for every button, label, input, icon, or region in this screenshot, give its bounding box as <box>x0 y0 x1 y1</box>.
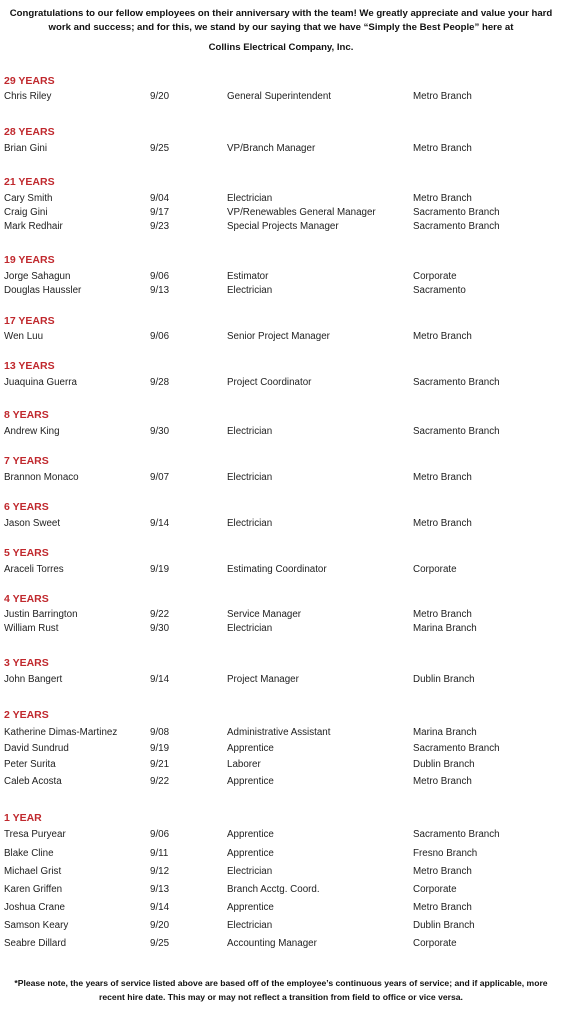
anniversary-date: 9/19 <box>150 564 170 575</box>
anniversary-date: 9/25 <box>150 938 170 949</box>
branch-location: Metro Branch <box>413 902 472 913</box>
branch-location: Metro Branch <box>413 518 472 529</box>
branch-location: Metro Branch <box>413 193 472 204</box>
branch-location: Sacramento Branch <box>413 221 500 232</box>
employee-name: Mark Redhair <box>4 221 63 232</box>
employee-name: Jorge Sahagun <box>4 271 71 282</box>
branch-location: Metro Branch <box>413 91 472 102</box>
employee-row <box>0 743 562 755</box>
job-title: Accounting Manager <box>227 938 317 949</box>
employee-row <box>0 271 562 283</box>
employee-row <box>0 426 562 438</box>
job-title: Project Coordinator <box>227 377 312 388</box>
employee-row <box>0 759 562 771</box>
branch-location: Metro Branch <box>413 472 472 483</box>
branch-location: Sacramento <box>413 285 466 296</box>
anniversary-date: 9/11 <box>150 848 169 859</box>
anniversary-date: 9/06 <box>150 271 170 282</box>
employee-name: Michael Grist <box>4 866 62 877</box>
employee-name: Blake Cline <box>4 848 54 859</box>
branch-location: Fresno Branch <box>413 848 478 859</box>
group-heading: 8 YEARS <box>4 409 49 421</box>
employee-row <box>0 564 562 576</box>
employee-row <box>0 472 562 484</box>
employee-row <box>0 377 562 389</box>
anniversary-date: 9/25 <box>150 143 170 154</box>
branch-location: Sacramento Branch <box>413 377 500 388</box>
job-title: VP/Renewables General Manager <box>227 207 376 218</box>
branch-location: Marina Branch <box>413 727 477 738</box>
job-title: Administrative Assistant <box>227 727 331 738</box>
job-title: Electrician <box>227 623 273 634</box>
anniversary-date: 9/14 <box>150 518 170 529</box>
job-title: Electrician <box>227 472 273 483</box>
employee-name: Peter Surita <box>4 759 56 770</box>
anniversary-date: 9/28 <box>150 377 170 388</box>
employee-name: Brian Gini <box>4 143 48 154</box>
job-title: Electrician <box>227 920 273 931</box>
group-heading: 4 YEARS <box>4 593 49 605</box>
branch-location: Marina Branch <box>413 623 477 634</box>
anniversary-date: 9/22 <box>150 776 170 787</box>
group-heading: 2 YEARS <box>4 709 49 721</box>
job-title: Service Manager <box>227 609 302 620</box>
anniversary-date: 9/06 <box>150 331 170 342</box>
group-heading: 21 YEARS <box>4 176 55 188</box>
job-title: Electrician <box>227 866 273 877</box>
company-name: Collins Electrical Company, Inc. <box>208 42 354 53</box>
branch-location: Metro Branch <box>413 331 472 342</box>
employee-row <box>0 866 562 878</box>
anniversary-date: 9/06 <box>150 829 170 840</box>
employee-name: Araceli Torres <box>4 564 64 575</box>
job-title: Senior Project Manager <box>227 331 330 342</box>
employee-row <box>0 143 562 155</box>
employee-row <box>0 674 562 686</box>
employee-row <box>0 920 562 932</box>
anniversary-date: 9/21 <box>150 759 170 770</box>
employee-name: Karen Griffen <box>4 884 63 895</box>
branch-location: Sacramento Branch <box>413 829 500 840</box>
employee-row <box>0 207 562 219</box>
anniversary-date: 9/19 <box>150 743 170 754</box>
employee-row <box>0 776 562 788</box>
group-heading: 7 YEARS <box>4 455 49 467</box>
anniversary-date: 9/23 <box>150 221 170 232</box>
employee-row <box>0 848 562 860</box>
group-heading: 13 YEARS <box>4 360 55 372</box>
employee-row <box>0 902 562 914</box>
employee-row <box>0 623 562 635</box>
job-title: Electrician <box>227 193 273 204</box>
anniversary-date: 9/14 <box>150 902 170 913</box>
group-heading: 6 YEARS <box>4 501 49 513</box>
employee-name: John Bangert <box>4 674 63 685</box>
employee-row <box>0 829 562 841</box>
group-heading: 5 YEARS <box>4 547 49 559</box>
anniversary-date: 9/08 <box>150 727 170 738</box>
job-title: Apprentice <box>227 829 274 840</box>
group-heading: 3 YEARS <box>4 657 49 669</box>
anniversary-date: 9/30 <box>150 426 170 437</box>
job-title: Apprentice <box>227 743 274 754</box>
job-title: Branch Acctg. Coord. <box>227 884 320 895</box>
employee-name: Cary Smith <box>4 193 53 204</box>
employee-name: Chris Riley <box>4 91 52 102</box>
job-title: Project Manager <box>227 674 299 685</box>
job-title: VP/Branch Manager <box>227 143 316 154</box>
branch-location: Dublin Branch <box>413 920 475 931</box>
branch-location: Sacramento Branch <box>413 743 500 754</box>
employee-name: David Sundrud <box>4 743 69 754</box>
group-heading: 19 YEARS <box>4 254 55 266</box>
employee-name: Juaquina Guerra <box>4 377 77 388</box>
branch-location: Metro Branch <box>413 866 472 877</box>
employee-name: Wen Luu <box>4 331 44 342</box>
employee-name: Seabre Dillard <box>4 938 67 949</box>
branch-location: Corporate <box>413 271 457 282</box>
branch-location: Dublin Branch <box>413 674 475 685</box>
employee-row <box>0 193 562 205</box>
employee-name: Samson Keary <box>4 920 69 931</box>
job-title: Apprentice <box>227 776 274 787</box>
employee-name: Craig Gini <box>4 207 48 218</box>
employee-row <box>0 285 562 297</box>
employee-name: Katherine Dimas-Martinez <box>4 727 118 738</box>
job-title: Electrician <box>227 285 273 296</box>
employee-name: Douglas Haussler <box>4 285 82 296</box>
branch-location: Corporate <box>413 884 457 895</box>
branch-location: Sacramento Branch <box>413 207 500 218</box>
job-title: General Superintendent <box>227 91 332 102</box>
anniversary-date: 9/20 <box>150 91 170 102</box>
job-title: Apprentice <box>227 848 274 859</box>
job-title: Laborer <box>227 759 261 770</box>
employee-name: William Rust <box>4 623 59 634</box>
job-title: Estimating Coordinator <box>227 564 327 575</box>
anniversary-date: 9/20 <box>150 920 170 931</box>
branch-location: Metro Branch <box>413 143 472 154</box>
job-title: Electrician <box>227 426 273 437</box>
branch-location: Corporate <box>413 564 457 575</box>
intro-text: Congratulations to our fellow employees on their anniversary with the team! We greatly appreciate and value your hard work and success; and for this, we stand by our saying that we have “Simply the Best People” here at <box>9 8 553 33</box>
branch-location: Dublin Branch <box>413 759 475 770</box>
employee-name: Andrew King <box>4 426 60 437</box>
group-heading: 1 YEAR <box>4 812 42 824</box>
job-title: Apprentice <box>227 902 274 913</box>
employee-row <box>0 727 562 739</box>
branch-location: Metro Branch <box>413 776 472 787</box>
anniversary-date: 9/12 <box>150 866 170 877</box>
group-heading: 17 YEARS <box>4 315 55 327</box>
employee-row <box>0 884 562 896</box>
anniversary-date: 9/30 <box>150 623 170 634</box>
branch-location: Metro Branch <box>413 609 472 620</box>
job-title: Electrician <box>227 518 273 529</box>
anniversary-date: 9/13 <box>150 285 170 296</box>
employee-name: Caleb Acosta <box>4 776 62 787</box>
anniversary-date: 9/14 <box>150 674 170 685</box>
job-title: Special Projects Manager <box>227 221 339 232</box>
employee-row <box>0 221 562 233</box>
anniversary-date: 9/07 <box>150 472 170 483</box>
anniversary-date: 9/17 <box>150 207 170 218</box>
footnote: *Please note, the years of service listed above are based off of the employee’s continuous years of service; and if applicable, more recent hire date. This may or may not reflect a transition from field to office or vice versa. <box>14 978 548 1002</box>
employee-name: Joshua Crane <box>4 902 65 913</box>
branch-location: Corporate <box>413 938 457 949</box>
group-heading: 28 YEARS <box>4 126 55 138</box>
employee-row <box>0 938 562 950</box>
employee-row <box>0 609 562 621</box>
anniversary-date: 9/13 <box>150 884 170 895</box>
anniversary-date: 9/04 <box>150 193 170 204</box>
employee-name: Brannon Monaco <box>4 472 79 483</box>
employee-row <box>0 91 562 103</box>
group-heading: 29 YEARS <box>4 75 55 87</box>
job-title: Estimator <box>227 271 269 282</box>
branch-location: Sacramento Branch <box>413 426 500 437</box>
employee-name: Justin Barrington <box>4 609 78 620</box>
employee-row <box>0 331 562 343</box>
employee-name: Tresa Puryear <box>4 829 66 840</box>
employee-name: Jason Sweet <box>4 518 61 529</box>
anniversary-date: 9/22 <box>150 609 170 620</box>
employee-row <box>0 518 562 530</box>
